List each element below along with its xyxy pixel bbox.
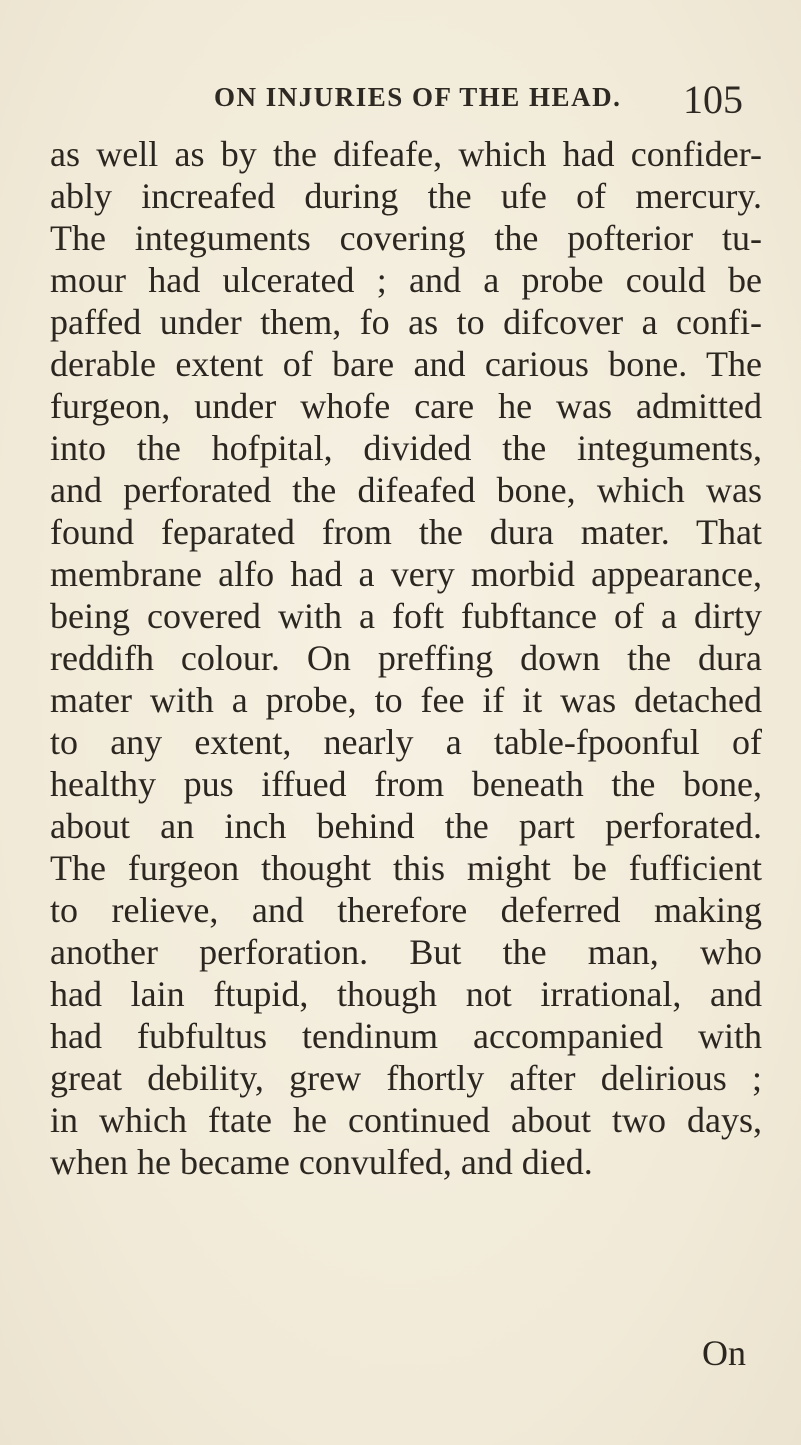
text-line: The integuments covering the pofterior tu- (50, 218, 762, 258)
body-text (50, 133, 762, 1183)
text-line: mater with a probe, to fee if it was detached (50, 680, 762, 720)
text-line: had lain ftupid, though not irrational, and (50, 974, 762, 1014)
running-head: ON INJURIES OF THE HEAD. (214, 82, 622, 112)
page-number: 105 (683, 77, 743, 122)
text-line: healthy pus iffued from beneath the bone, (50, 764, 762, 804)
text-line: in which ftate he continued about two days, (50, 1100, 762, 1140)
text-line: found feparated from the dura mater. That (50, 512, 762, 552)
text-line: when he became convulfed, and died. (50, 1142, 593, 1182)
text-line: into the hofpital, divided the integuments, (50, 428, 762, 468)
text-line: to relieve, and therefore deferred making (50, 890, 762, 930)
text-line: had fubfultus tendinum accompanied with (50, 1016, 762, 1056)
text-line: furgeon, under whofe care he was admitted (50, 386, 762, 426)
text-line: ably increafed during the ufe of mercury. (50, 176, 762, 216)
text-line: to any extent, nearly a table-fpoonful of (50, 722, 762, 762)
text-line: and perforated the difeafed bone, which was (50, 470, 762, 510)
text-line: another perforation. But the man, who (50, 932, 762, 972)
text-line: being covered with a foft fubftance of a dirty (50, 596, 762, 636)
text-line: The furgeon thought this might be fufficient (50, 848, 762, 888)
catchword: On (702, 1333, 746, 1373)
text-line: derable extent of bare and carious bone. The (50, 344, 762, 384)
text-line: mour had ulcerated ; and a probe could be (50, 260, 762, 300)
text-line: paffed under them, fo as to difcover a confi- (50, 302, 762, 342)
text-line: reddifh colour. On preffing down the dura (50, 638, 762, 678)
text-line: membrane alfo had a very morbid appearance, (50, 554, 762, 594)
text-line: as well as by the difeafe, which had confider- (50, 134, 762, 174)
text-line: about an inch behind the part perforated. (50, 806, 762, 846)
text-line: great debility, grew fhortly after delirious ; (50, 1058, 762, 1098)
